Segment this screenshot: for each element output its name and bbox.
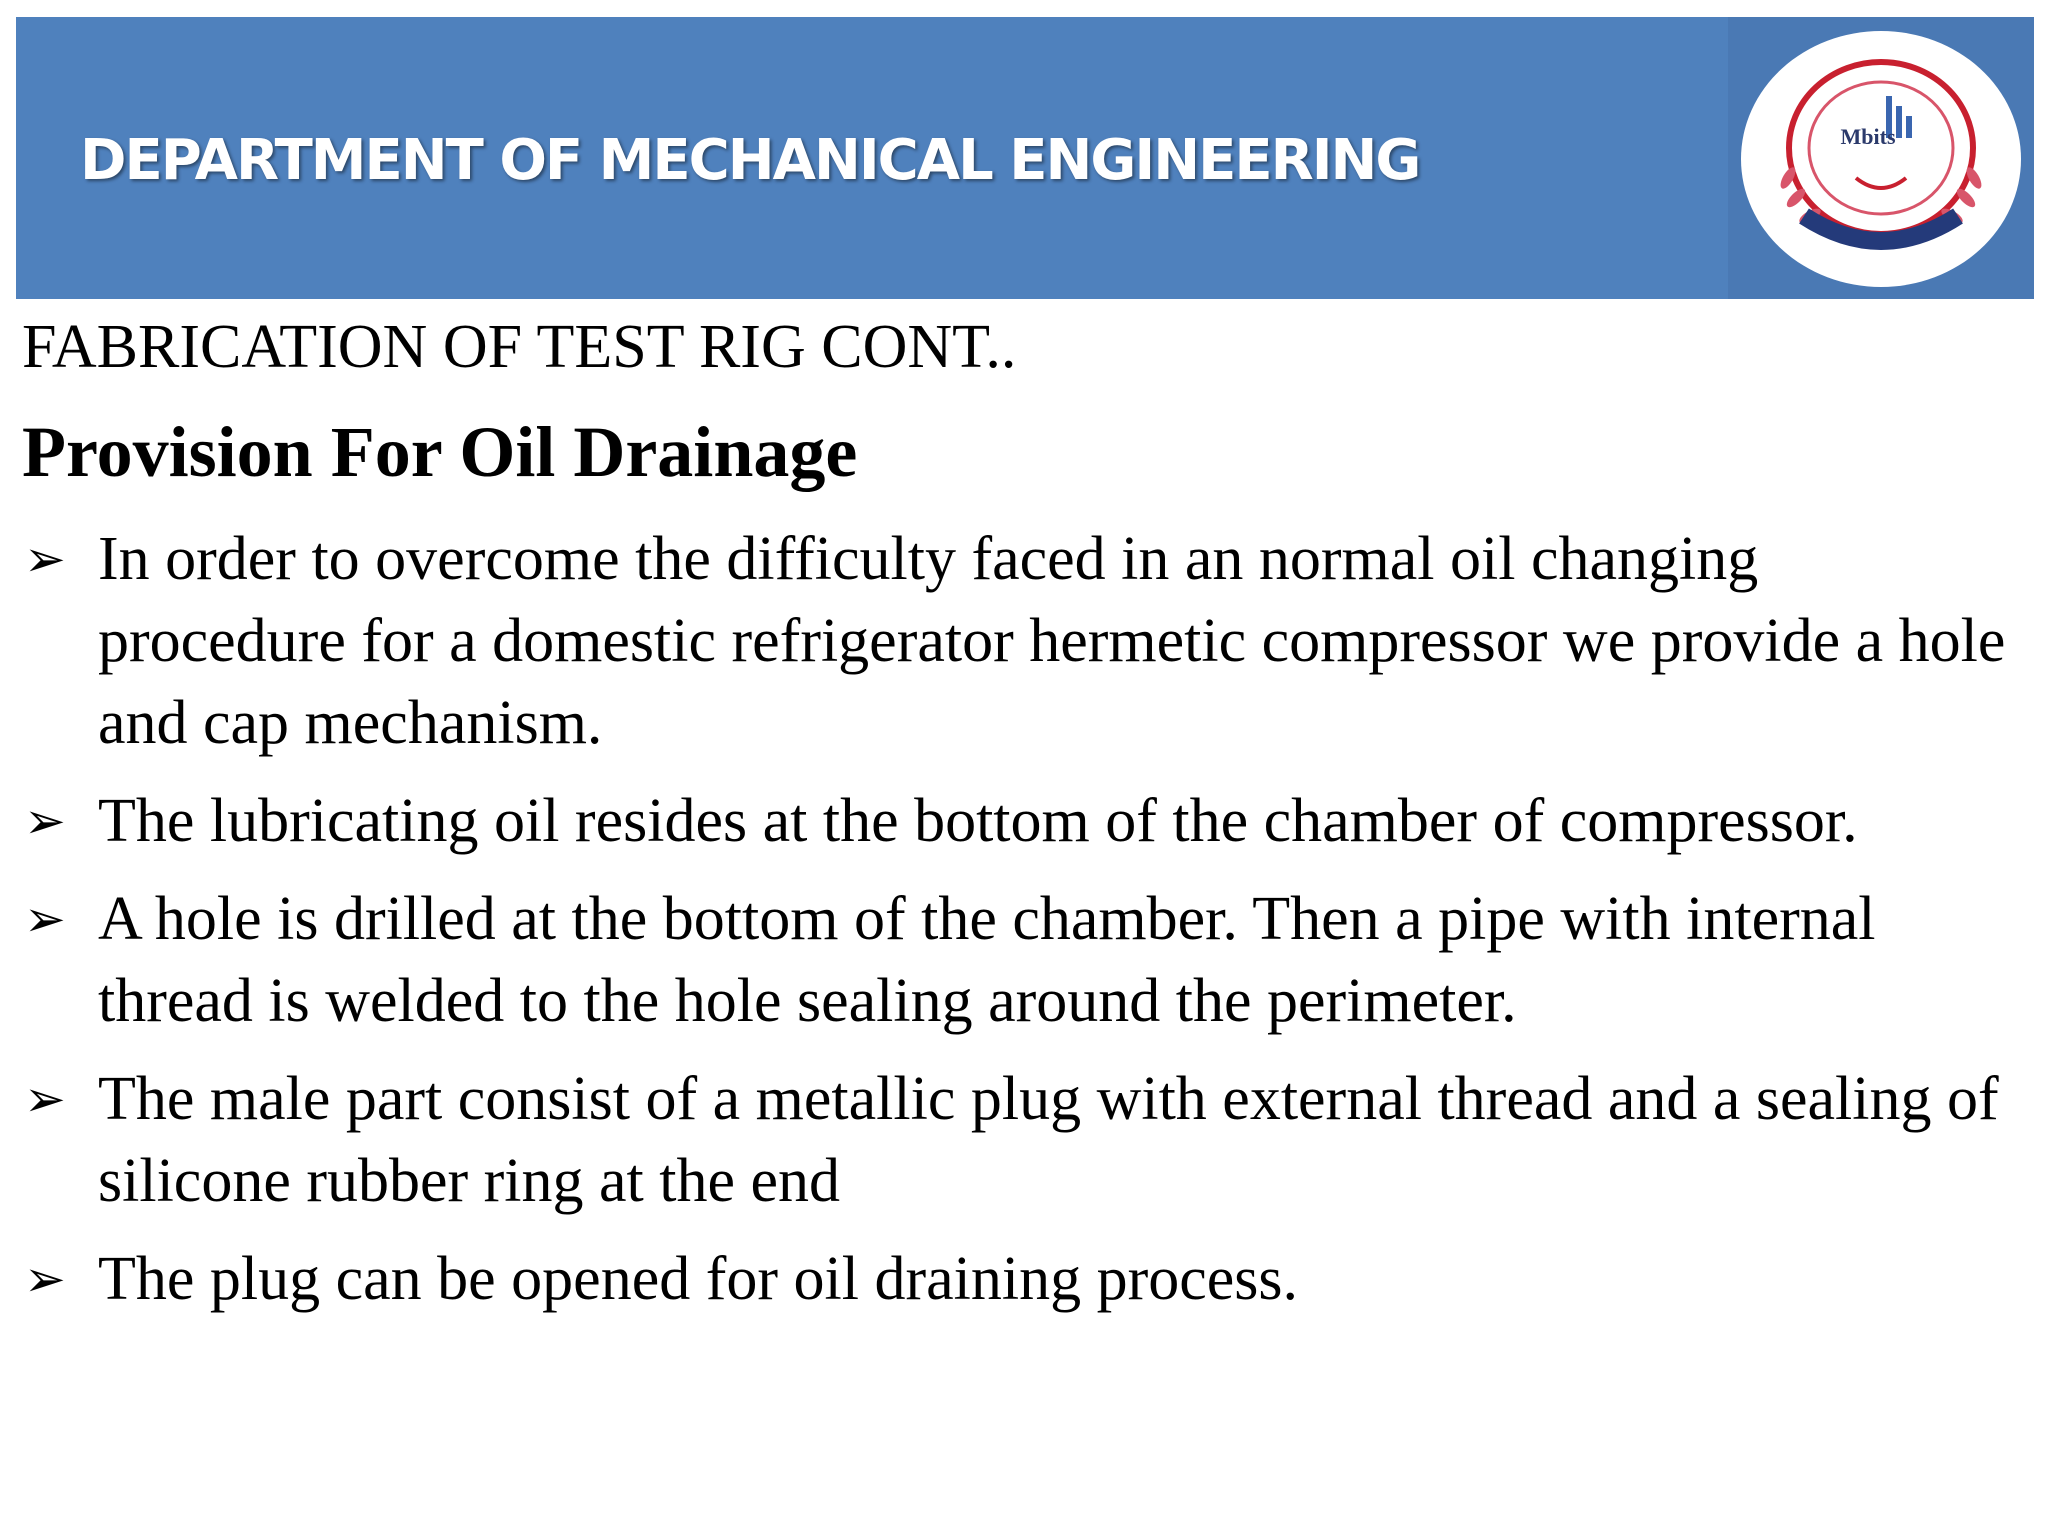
bullet-text: In order to overcome the difficulty faced in an normal oil changing procedure for a domestic refrigerator hermetic compressor we provide a hole and cap mechanism. [98, 525, 2006, 757]
arrowhead-bullet-icon: ➢ [24, 1070, 66, 1128]
list-item [22, 518, 2012, 764]
bullet-list [22, 518, 2012, 1336]
arrowhead-bullet-icon: ➢ [24, 890, 66, 948]
list-item [22, 780, 2012, 862]
department-title: DEPARTMENT OF MECHANICAL ENGINEERING [80, 128, 1420, 193]
slide-heading: Provision For Oil Drainage [22, 412, 858, 492]
arrowhead-bullet-icon: ➢ [24, 530, 66, 588]
slide-subtitle: FABRICATION OF TEST RIG CONT.. [22, 313, 1017, 381]
bullet-text: A hole is drilled at the bottom of the chamber. Then a pipe with internal thread is welded to the hole sealing around the perimeter. [98, 885, 1876, 1035]
list-item [22, 1058, 2012, 1222]
arrowhead-bullet-icon: ➢ [24, 1250, 66, 1308]
arrowhead-bullet-icon: ➢ [24, 792, 66, 850]
college-logo [1736, 28, 2026, 290]
list-item [22, 1238, 2012, 1320]
bullet-text: The male part consist of a metallic plug with external thread and a sealing of silicone rubber ring at the end [98, 1065, 1999, 1215]
list-item [22, 878, 2012, 1042]
bullet-text: The lubricating oil resides at the bottom of the chamber of compressor. [98, 787, 1858, 855]
bullet-text: The plug can be opened for oil draining process. [98, 1245, 1299, 1313]
logo-wordmark: Mbits [1840, 124, 1896, 149]
